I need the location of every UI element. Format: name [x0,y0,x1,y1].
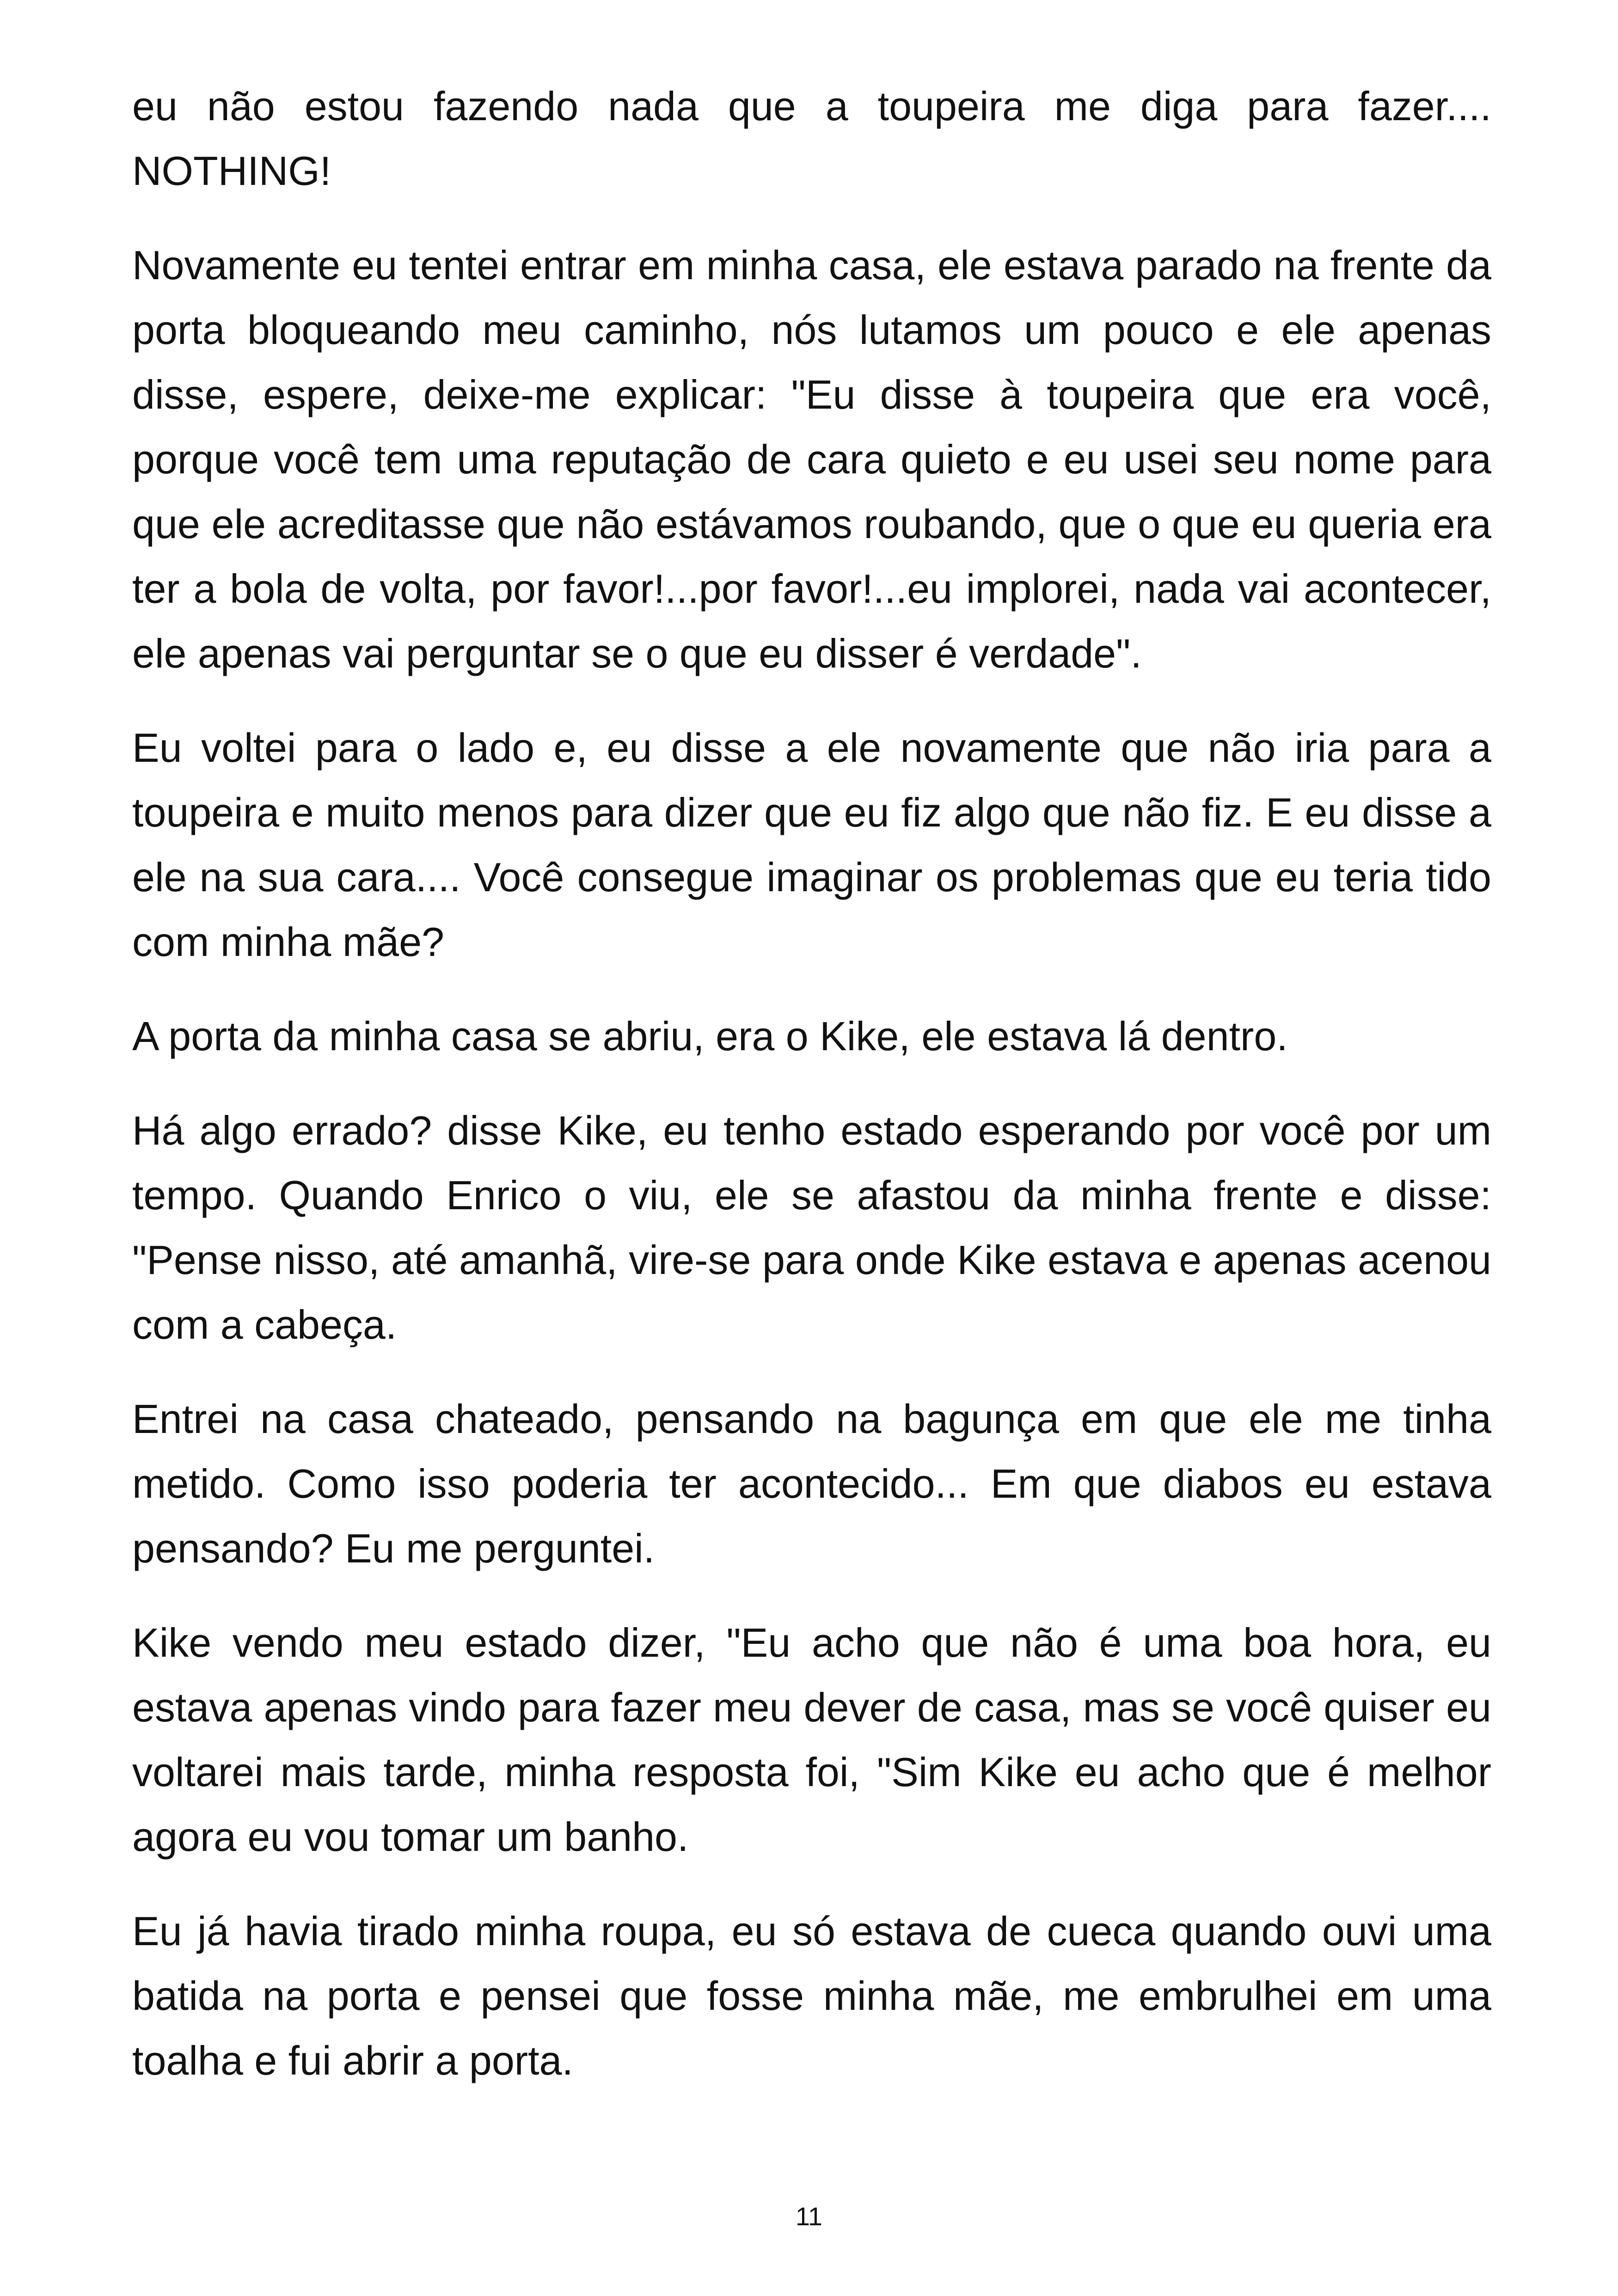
page-number: 11 [795,2202,823,2231]
paragraph-4: A porta da minha casa se abriu, era o Kike, ele estava lá dentro. [132,1013,1288,1059]
paragraph-1: eu não estou fazendo nada que a toupeira me diga para fazer.... NOTHING! [132,83,1491,194]
paragraph-5: Há algo errado? disse Kike, eu tenho estado esperando por você por um tempo. Quando Enrico o viu, ele se afastou da minha frente e disse: "Pense nisso, até amanhã, vire-se para onde Kike estava e apenas acenou com a cabeça. [132,1108,1491,1347]
paragraph-3: Eu voltei para o lado e, eu disse a ele novamente que não iria para a toupeira e muito menos para dizer que eu fiz algo que não fiz. E eu disse a ele na sua cara.... Você consegue imaginar os problemas que eu teria tido com minha mãe? [132,725,1491,965]
paragraph-6: Entrei na casa chateado, pensando na bagunça em que ele me tinha metido. Como isso poderia ter acontecido... Em que diabos eu estava pensando? Eu me perguntei. [132,1396,1491,1571]
body-text [132,74,1491,2123]
paragraph-7: Kike vendo meu estado dizer, "Eu acho que não é uma boa hora, eu estava apenas vindo para fazer meu dever de casa, mas se você quiser eu voltarei mais tarde, minha resposta foi, "Sim Kike eu acho que é melhor agora eu vou tomar um banho. [132,1620,1491,1860]
paragraph-8: Eu já havia tirado minha roupa, eu só estava de cueca quando ouvi uma batida na porta e pensei que fosse minha mãe, me embrulhei em uma toalha e fui abrir a porta. [132,1908,1491,2083]
paragraph-2: Novamente eu tentei entrar em minha casa, ele estava parado na frente da porta bloqueando meu caminho, nós lutamos um pouco e ele apenas disse, espere, deixe-me explicar: "Eu disse à toupeira que era você, porque você tem uma reputação de cara quieto e eu usei seu nome para que ele acreditasse que não estávamos roubando, que o que eu queria era ter a bola de volta, por favor!...por favor!...eu implorei, nada vai acontecer, ele apenas vai perguntar se o que eu disser é verdade". [132,242,1491,676]
